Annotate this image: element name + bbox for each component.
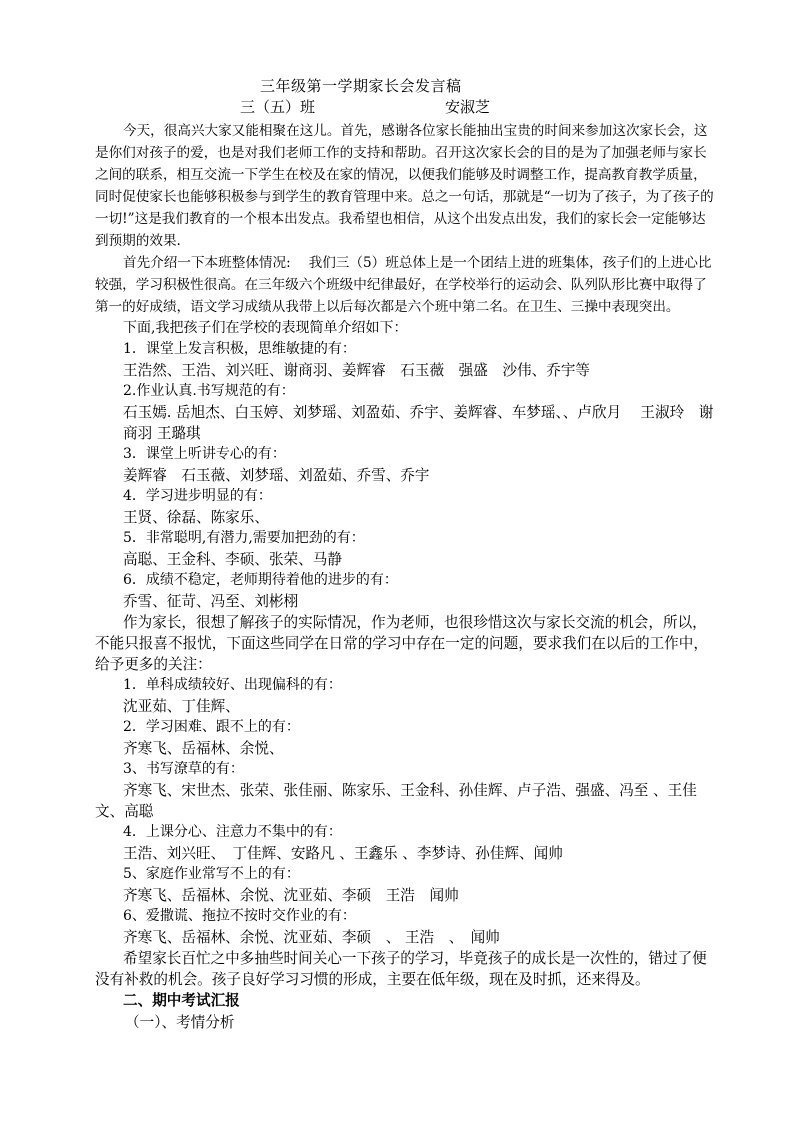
concern-item-label: 4．上课分心、注意力不集中的有： bbox=[123, 824, 342, 840]
good-item-label: 4．学习进步明显的有： bbox=[123, 488, 272, 504]
good-item-label: 6．成绩不稳定，老师期待着他的进步的有： bbox=[123, 572, 398, 588]
good-item-names: 王贤、徐磊、陈家乐、 bbox=[123, 509, 269, 526]
subsection-heading: （一）、考情分析 bbox=[125, 1014, 235, 1031]
intro-paragraph: 今天，很高兴大家又能相聚在这儿。首先，感谢各位家长能抽出宝贵的时间来参加这次家长会，这是你们对孩子的爱，也是对我们老师工作的支持和帮助。召开这次家长会的目的是为了加强老师与家长之间的联系，相互交流一下学生在校及在家的情况，以便我们能够及时调整工作，提高教育教学质量，同时促使家长也能够积极参与到学生的教育管理中来。总之一句话，那就是“一切为了孩子，为了孩子的一切!”这是我们教育的一个根本出发点。我希望也相信，从这个出发点出发，我们的家长会一定能够达到预期的效果. bbox=[95, 123, 714, 249]
concern-item-label: 3、书写潦草的有： bbox=[123, 761, 244, 777]
concern-item-label: 2．学习困难、跟不上的有： bbox=[123, 719, 300, 735]
section-heading: 二、期中考试汇报 bbox=[123, 992, 240, 1009]
concern-intro-paragraph: 作为家长，很想了解孩子的实际情况，作为老师，也很珍惜这次与家长交流的机会，所以，不能只报喜不报忧，下面这些同学在日常的学习中存在一定的问题，要求我们在以后的工作中，给予更多的关注： bbox=[95, 614, 708, 673]
good-item-names: 姜辉睿 石玉薇、刘梦瑶、刘盈茹、乔雪、乔宇 bbox=[123, 467, 430, 484]
overview-paragraph: 首先介绍一下本班整体情况: 我们三（5）班总体上是一个团结上进的班集体，孩子们的上进心比较强，学习积极性很高。在三年级六个班级中纪律最好，在学校举行的运动会、队列队形比赛中取得了第一的好成绩，语文学习成绩从我带上以后每次都是六个班中第二名。在卫生、三操中表现突出。 bbox=[95, 255, 712, 315]
concern-item-names: 齐寒飞、岳福林、余悦、 bbox=[123, 740, 284, 757]
concern-item-names: 沈亚茹、丁佳辉、 bbox=[123, 698, 240, 715]
good-item-names: 乔雪、征苛、冯至、刘彬栩 bbox=[123, 593, 299, 610]
good-item-label: 3．课堂上听讲专心的有： bbox=[123, 446, 286, 462]
concern-item-label: 6、爱撒谎、拖拉不按时交作业的有： bbox=[123, 908, 356, 924]
concern-item-names: 王浩、刘兴旺、 丁佳辉、安路凡 、王鑫乐 、李梦诗、孙佳辉、闻帅 bbox=[123, 845, 563, 862]
good-item-label: 1．课堂上发言积极，思维敏捷的有： bbox=[123, 341, 356, 357]
concern-item-names: 齐寒飞、岳福林、余悦、沈亚茹、李硕 王浩 闻帅 bbox=[123, 887, 459, 904]
byline bbox=[240, 96, 490, 117]
good-intro: 下面,我把孩子们在学校的表现简单介绍如下： bbox=[123, 320, 408, 336]
concern-item-names: 齐寒飞、岳福林、余悦、沈亚茹、李硕 、 王浩 、 闻帅 bbox=[123, 929, 500, 946]
good-item-label: 2.作业认真.书写规范的有： bbox=[123, 383, 295, 399]
concern-item-label: 5、家庭作业常写不上的有： bbox=[123, 866, 300, 882]
good-item-names: 高聪、王金科、李硕、张荣、马静 bbox=[123, 551, 342, 568]
concern-item-names: 齐寒飞、宋世杰、张荣、张佳丽、陈家乐、王金科、孙佳辉、卢子浩、强盛、冯至 、王佳文、高聪 bbox=[95, 782, 697, 820]
good-item-names: 石玉嫣. 岳旭杰、白玉婷、刘梦瑶、刘盈茹、乔宇、姜辉睿、车梦瑶、、卢欣月 王淑玲 谢商羽 王璐琪 bbox=[123, 404, 714, 442]
document-title: 三年级第一学期家长会发言稿 bbox=[260, 77, 462, 95]
good-item-label: 5．非常聪明,有潜力,需要加把劲的有： bbox=[123, 530, 365, 546]
closing-paragraph: 希望家长百忙之中多抽些时间关心一下孩子的学习，毕竟孩子的成长是一次性的，错过了便没有补救的机会。孩子良好学习习惯的形成，主要在低年级，现在及时抓，还来得及。 bbox=[95, 950, 707, 988]
document-body bbox=[95, 120, 715, 1034]
author-name: 安淑芝 bbox=[445, 98, 491, 116]
class-name: 三（五）班 bbox=[240, 98, 316, 116]
good-item-names: 王浩然、王浩、刘兴旺、谢商羽、姜辉睿 石玉薇 强盛 沙伟、乔宇等 bbox=[123, 362, 591, 379]
concern-item-label: 1．单科成绩较好、出现偏科的有： bbox=[123, 677, 342, 693]
